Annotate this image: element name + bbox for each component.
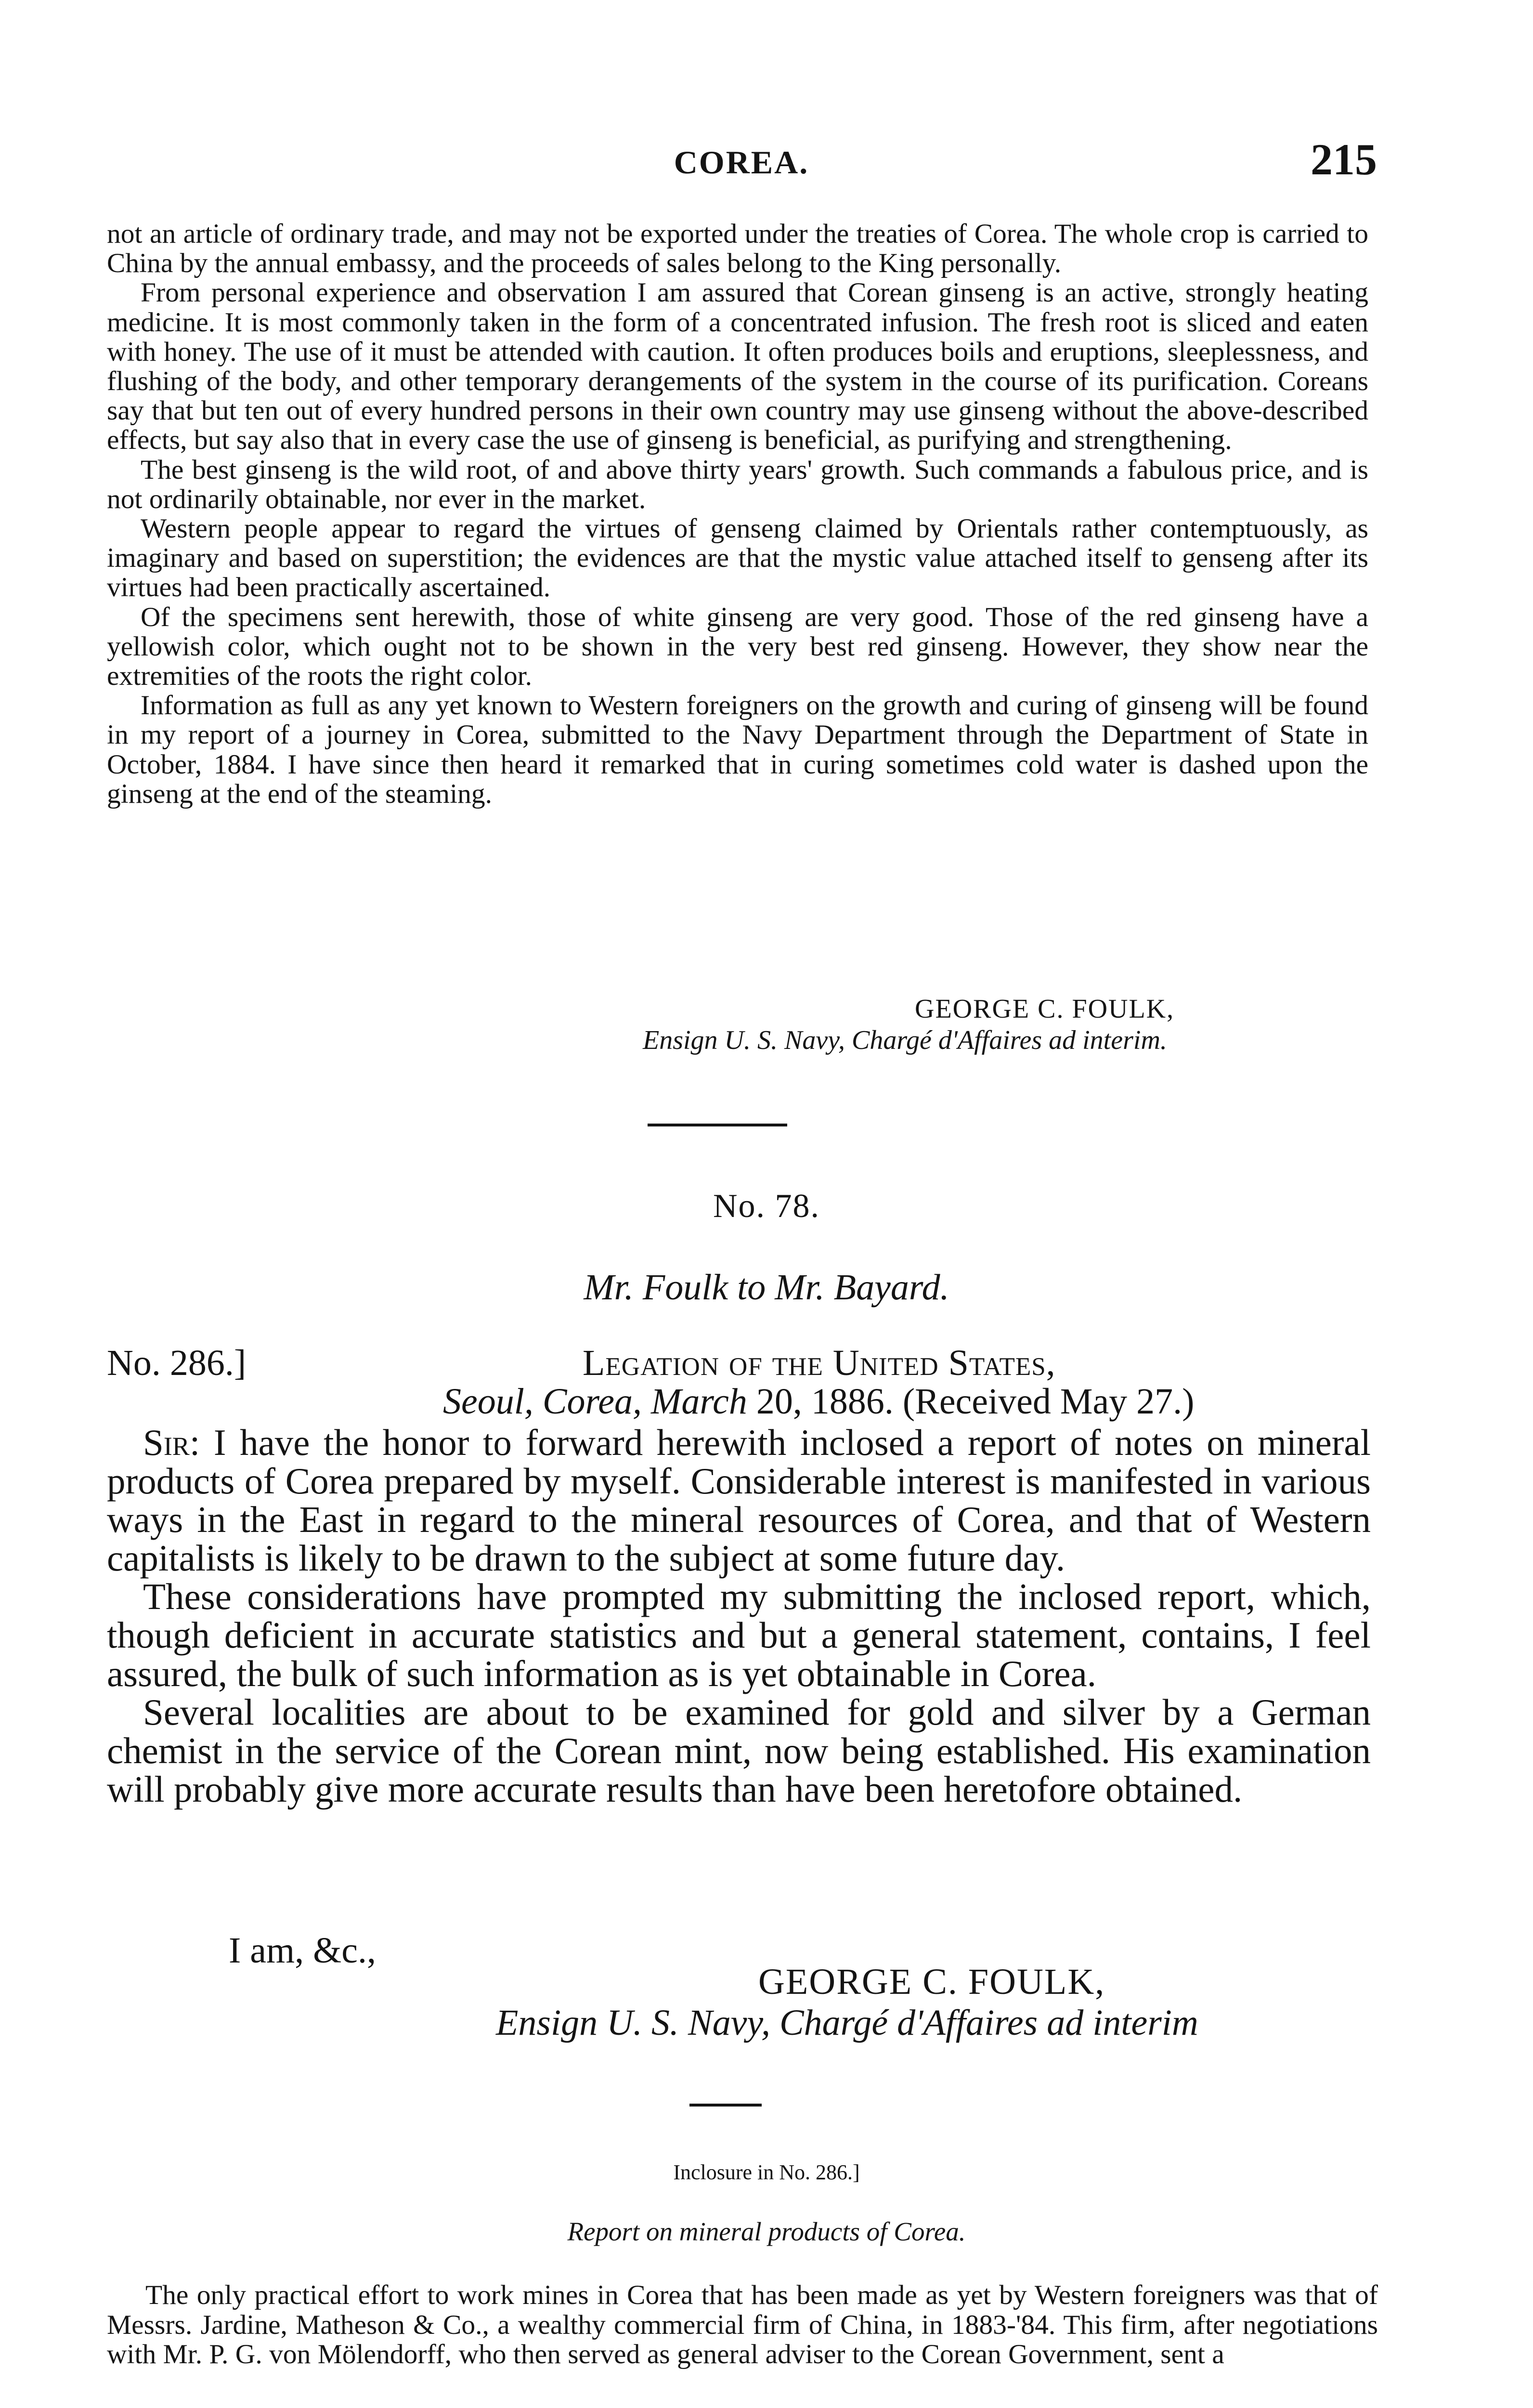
inclosure-label: Inclosure in No. 286.] (673, 2160, 860, 2184)
paragraph: These considerations have prompted my submitting the inclosed report, which, though deficient in accurate statistics and but a general statement, contains, I feel assured, the bulk of such information as is yet obtainable in Corea. (107, 1576, 1371, 1694)
section-divider (689, 2104, 762, 2107)
dispatch-number: No. 286.] (107, 1343, 247, 1383)
signature-title: Ensign U. S. Navy, Chargé d'Affaires ad interim. (643, 1025, 1167, 1055)
ginseng-section (107, 219, 1368, 809)
paragraph: Several localities are about to be examined for gold and silver by a German chemist in the service of the Corean mint, now being established. His examination will probably give more accurate results than have been heretofore obtained. (107, 1691, 1371, 1810)
paragraph: The only practical effort to work mines in Corea that has been made as yet by Western foreigners was that of Messrs. Jardine, Matheson & Co., a wealthy commercial firm of China, in 1883-'84. This firm, after negotiations with Mr. P. G. von Mölendorff, who then served as general adviser to the Corean Government, sent a (107, 2280, 1378, 2369)
document-number: No. 78. (713, 1188, 820, 1225)
page-number: 215 (1311, 135, 1377, 184)
closing: I am, &c., (229, 1930, 377, 1971)
signature-name: GEORGE C. FOULK, (915, 994, 1175, 1024)
section-divider (648, 1124, 787, 1126)
paragraph (107, 1423, 1371, 1577)
place-date-rest: 20, 1886. (Received May 27.) (756, 1381, 1195, 1422)
paragraph: Information as full as any yet known to Western foreigners on the growth and curing of ginseng will be found in my report of a journey in Corea, submitted to the Navy Department through the Department of State in October, 1884. I have since then heard it remarked that in curing sometimes cold water is dashed upon the ginseng at the end of the steaming. (107, 690, 1368, 809)
report-title: Report on mineral products of Corea. (567, 2217, 966, 2246)
paragraph: From personal experience and observation I am assured that Corean ginseng is an active, strongly heating medicine. It is most commonly taken in the form of a concentrated infusion. The fresh root is sliced and eaten with honey. The use of it must be attended with caution. It often produces boils and eruptions, sleeplessness, and flushing of the body, and other temporary derangements of the system in the course of its purification. Coreans say that but ten out of every hundred persons in their own country may use ginseng without the above-described effects, but say also that in every case the use of ginseng is beneficial, as purifying and strengthening. (107, 277, 1368, 456)
place-date-italic: Seoul, Corea, March (443, 1381, 747, 1422)
running-title: COREA. (674, 144, 809, 181)
letter-body (107, 1423, 1371, 1808)
paragraph-text: I have the honor to forward herewith inclosed a report of notes on mineral products of Corea prepared by myself. Considerable interest is manifested in various ways in the East in regard to the mineral resources of Corea, and that of Western capitalists is likely to be drawn to the subject at some future day. (107, 1422, 1371, 1579)
document-heading: Mr. Foulk to Mr. Bayard. (584, 1267, 949, 1308)
place-date-line (443, 1382, 1195, 1421)
legation-line: Legation of the United States, (583, 1343, 1056, 1383)
paragraph: The best ginseng is the wild root, of and above thirty years' growth. Such commands a fabulous price, and is not ordinarily obtainable, nor ever in the market. (107, 454, 1368, 514)
report-text (107, 2280, 1378, 2369)
paragraph: Of the specimens sent herewith, those of white ginseng are very good. Those of the red ginseng have a yellowish color, which ought not to be shown in the very best red ginseng. However, they show near the extremities of the roots the right color. (107, 602, 1368, 692)
paragraph: not an article of ordinary trade, and may not be exported under the treaties of Corea. The whole crop is carried to China by the annual embassy, and the proceeds of sales belong to the King personally. (107, 219, 1368, 279)
running-head (106, 134, 1377, 182)
signature-title: Ensign U. S. Navy, Chargé d'Affaires ad interim (496, 2002, 1198, 2043)
paragraph: Western people appear to regard the virtues of genseng claimed by Orientals rather contemptuously, as imaginary and based on superstition; the evidences are that the mystic value attached itself to genseng after its virtues had been practically ascertained. (107, 513, 1368, 603)
signature-name: GEORGE C. FOULK, (758, 1962, 1105, 2002)
salutation: Sir: (143, 1422, 200, 1463)
